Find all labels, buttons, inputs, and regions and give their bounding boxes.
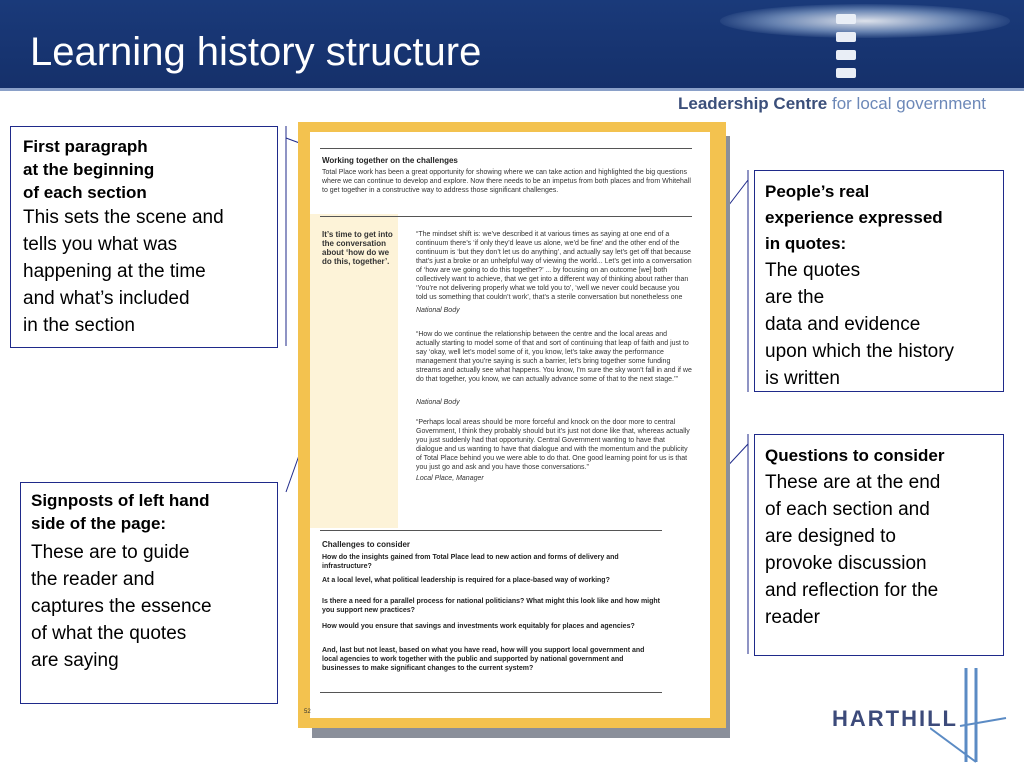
callout-body-line: happening at the time: [23, 261, 206, 282]
callout-heading-line: Signposts of left hand: [31, 491, 210, 510]
harthill-logo-text: HARTHILL: [832, 706, 958, 731]
callout-heading-line: First paragraph: [23, 137, 148, 156]
callout-body-line: provoke discussion: [765, 553, 927, 574]
callout-body-line: are saying: [31, 650, 119, 671]
callout-body-line: These are to guide: [31, 542, 190, 563]
doc-challenge-item: How would you ensure that savings and investments work equitably for places and agencies?: [322, 623, 635, 630]
org-name-bold: Leadership Centre: [678, 94, 828, 113]
callout-body-line: upon which the history: [765, 341, 955, 362]
doc-rule: [320, 692, 662, 693]
callout-body-line: of what the quotes: [31, 623, 187, 644]
doc-intro-paragraph: Total Place work has been a great opportunity for showing where we can take action and highlighted the big questions where we can continue to develop and explore. Now there needs to be an impetus from both places and from Whitehall to get together in a constructive way to address those significant challenges.: [322, 169, 691, 194]
doc-rule: [320, 530, 662, 531]
callout-questions: [754, 434, 1004, 656]
callout-body-line: This sets the scene and: [23, 207, 224, 228]
callout-body-line: of each section and: [765, 499, 930, 520]
callout-body-line: These are at the end: [765, 472, 941, 493]
callout-body-line: data and evidence: [765, 314, 921, 335]
doc-rule: [320, 148, 692, 149]
doc-page-number: 52: [304, 709, 311, 715]
doc-quote: “Perhaps local areas should be more forceful and knock on the door more to central Government, I think they probably should but it’s just not done like that, whereas actually you just suddenly had that opportunity. Central Government wanting to have that dialogue and us wanting to have that dialogue and with the momentum and the publicity of Total Place behind you we were able to do that. One good learning point for us is that you just go and ask and you have those conversations.”: [416, 419, 690, 471]
doc-challenge-item: Is there a need for a parallel process for national politicians? What might this look like and how might you support new practices?: [322, 598, 660, 614]
callout-heading-line: People’s real: [765, 182, 870, 201]
callout-heading-line: experience expressed: [765, 208, 943, 227]
callout-heading-line: side of the page:: [31, 514, 167, 533]
callout-body-line: are designed to: [765, 526, 896, 547]
doc-challenge-item: How do the insights gained from Total Place lead to new action and forms of delivery and infrastructure?: [322, 554, 619, 570]
callout-heading-line: Questions to consider: [765, 446, 945, 465]
callout-body-line: in the section: [23, 315, 135, 336]
doc-quote: “How do we continue the relationship between the centre and the local areas and actually starting to model some of that and sort of continuing that leap of faith and just to say ‘okay, well let’s model some of it, you know, let’s take away the performance management that you’re saying is such a barrier, let’s bring together some funding streams and actually see what happens. You know, I’m sure the sky won’t fall in and if we do that together, you know, we can actually advance some of that to the next stage.’”: [416, 331, 692, 383]
callout-quotes: [754, 170, 1004, 392]
callout-signposts: [20, 482, 278, 704]
callout-body-line: reader: [765, 607, 820, 628]
callout-first-paragraph: [10, 126, 278, 348]
doc-challenge-item: And, last but not least, based on what you have read, how will you support local government and local agencies to work together with the public and supported by national government and businesses to make significant changes to the current system?: [322, 647, 645, 672]
callout-body-line: are the: [765, 287, 825, 308]
doc-section-heading: Working together on the challenges: [322, 156, 458, 165]
callout-body-line: and what’s included: [23, 288, 190, 309]
callout-heading-line: in quotes:: [765, 234, 847, 253]
doc-rule: [320, 216, 692, 217]
doc-quote-source: National Body: [416, 307, 460, 314]
callout-body-line: captures the essence: [31, 596, 212, 617]
doc-quote-source: Local Place, Manager: [416, 475, 484, 482]
callout-body-line: The quotes: [765, 260, 861, 281]
callout-body-line: the reader and: [31, 569, 155, 590]
callout-body-line: tells you what was: [23, 234, 178, 255]
callout-body-line: is written: [765, 368, 840, 389]
doc-quote: “The mindset shift is: we’ve described it at various times as saying at one end of a continuum there’s ‘if only they’d leave us alone, we’d be fine’ and the other end of the continuum is ‘but they don’t let us do anything’, and actually say let’s get off that because that’s just a broke or an unhelpful way of viewing the world... Let’s get into a conversation of ‘how are we going to do this together?’ ... by focusing on an outcome [we] both collectively want to achieve, that we get into a different way of thinking about rather than ‘You’re not delivering properly what we told you to’, ‘well we never could because you told us something that couldn’t work’, that’s a sterile conversation but nonetheless one: [416, 231, 692, 301]
callout-heading-line: at the beginning: [23, 160, 155, 179]
callout-body-line: and reflection for the: [765, 580, 939, 601]
doc-challenges-heading: Challenges to consider: [322, 540, 411, 549]
doc-signpost: It’s time to get into the conversation about ‘how do we do this, together’.: [322, 230, 393, 266]
doc-quote-source: National Body: [416, 399, 460, 406]
org-name-rest: for local government: [827, 94, 987, 113]
callout-heading-line: of each section: [23, 183, 147, 202]
doc-challenge-item: At a local level, what political leadership is required for a place-based way of working?: [322, 577, 610, 584]
slide-title: Learning history structure: [30, 30, 482, 74]
